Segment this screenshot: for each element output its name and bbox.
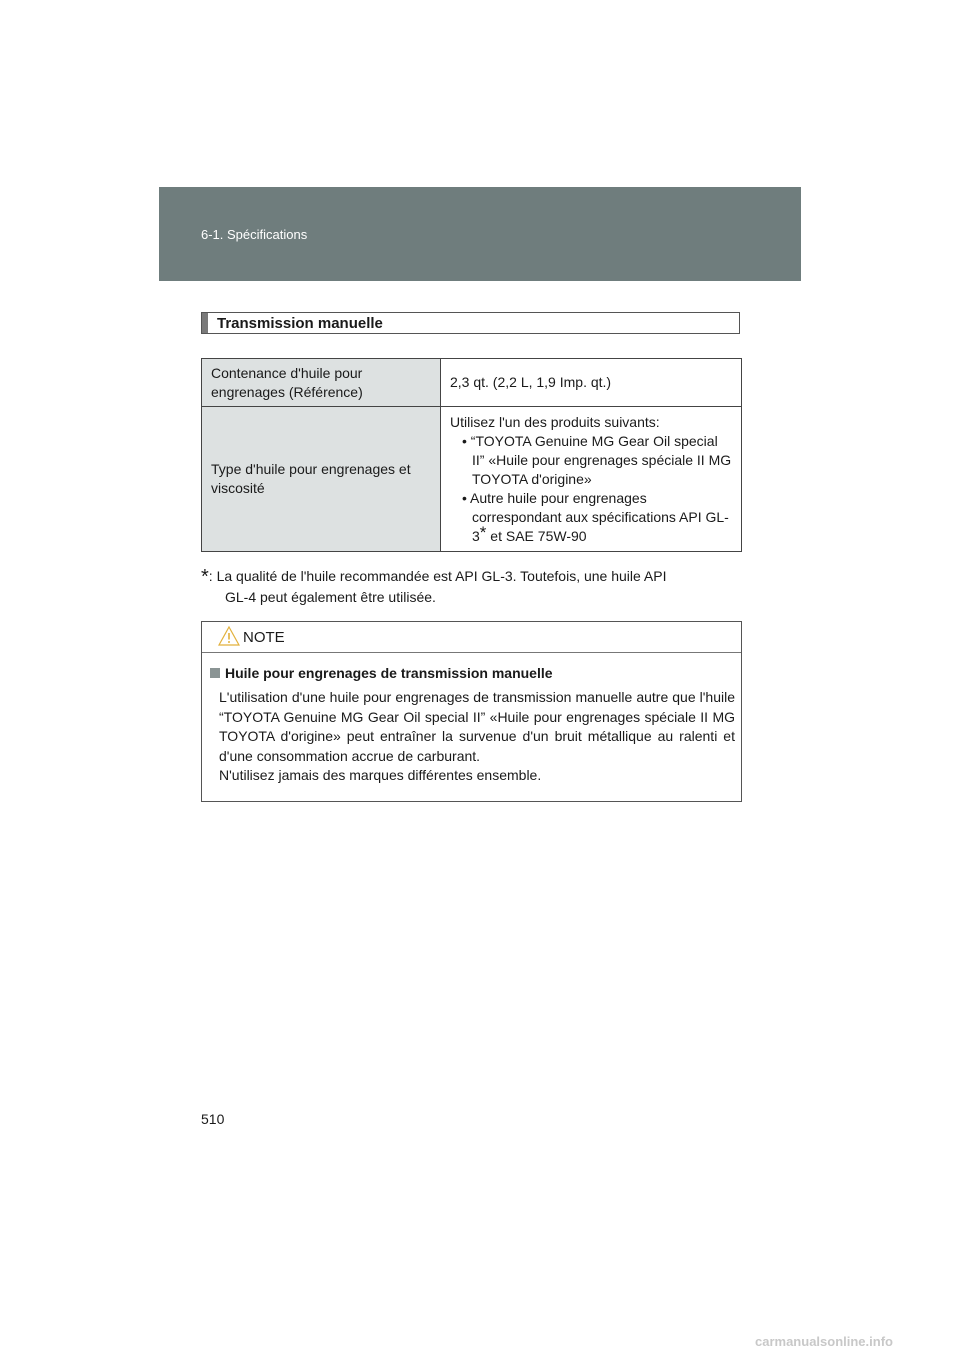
warning-triangle-icon [218,625,240,647]
note-subheading [210,665,553,681]
section-title-text: Transmission manuelle [217,314,383,332]
section-title-bar [202,313,208,333]
spec-label-oil-type: Type d'huile pour engrenages et viscosité [202,407,441,552]
spec-bullet-other-tail: et SAE 75W-90 [486,527,587,544]
note-box [201,621,742,802]
table-row [202,407,742,552]
spec-value-oil-type [441,407,742,552]
spec-bullet-other [450,489,732,546]
footnote [201,566,741,607]
footnote-line2: GL-4 peut également être utilisée. [225,589,436,605]
spec-intro: Utilisez l'un des produits suivants: [450,413,660,430]
footnote-asterisk: * [201,566,209,588]
spec-table [201,358,742,552]
spec-value-capacity: 2,3 qt. (2,2 L, 1,9 Imp. qt.) [441,359,742,407]
note-subheading-text: Huile pour engrenages de transmission manuelle [225,665,553,681]
note-paragraph: N'utilisez jamais des marques différentes ensemble. [219,767,542,783]
page-number: 510 [201,1111,225,1127]
note-paragraph: L'utilisation d'une huile pour engrenages de transmission manuelle autre que l'huile “TOYOTA Genuine MG Gear Oil special II” «Huile pour engrenages spéciale II MG TOYOTA d'origine» peut entraîner la survenue d'un bruit métallique au ralenti et d'une consommation accrue de carburant. [219,689,735,764]
header-band [159,187,801,281]
note-header [202,622,741,653]
square-bullet-icon [210,668,220,678]
spec-label-capacity: Contenance d'huile pour engrenages (Référence) [202,359,441,407]
spec-bullet-toyota: • “TOYOTA Genuine MG Gear Oil special II” «Huile pour engrenages spéciale II MG TOYOTA d'origine» [462,432,732,487]
note-body [219,688,735,786]
section-title [201,312,740,334]
section-reference: 6-1. Spécifications [201,227,308,242]
watermark: carmanualsonline.info [755,1334,893,1349]
note-label: NOTE [243,629,285,646]
footnote-line1: : La qualité de l'huile recommandée est API GL-3. Toutefois, une huile API [208,568,667,584]
asterisk-mark: * [479,522,487,542]
table-row [202,359,742,407]
spec-bullet-other-text: • Autre huile pour engrenages correspondant aux spécifications API GL-3 [462,489,729,544]
